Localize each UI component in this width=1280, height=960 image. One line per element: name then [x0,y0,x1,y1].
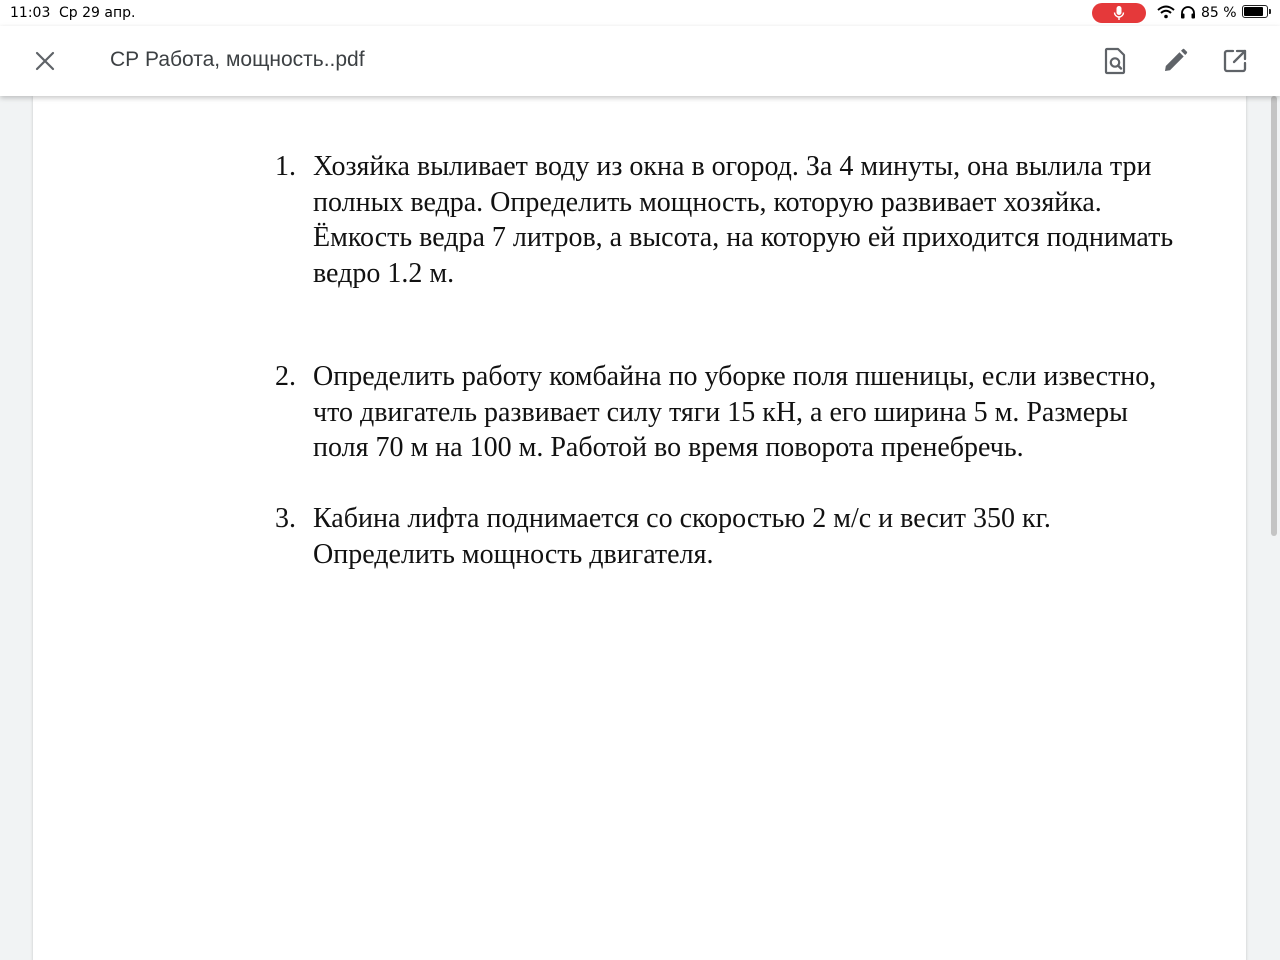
status-bar [0,0,1280,26]
problem-item [275,149,1185,291]
search-document-icon [1103,47,1127,75]
status-date: Ср 29 апр. [59,5,136,21]
scrollbar[interactable] [1271,96,1277,536]
open-external-button[interactable] [1216,42,1254,80]
microphone-indicator-icon [1092,3,1146,23]
wifi-icon [1157,5,1175,23]
document-title: СР Работа, мощность..pdf [110,48,365,71]
problem-number: 1. [275,151,296,182]
status-time: 11:03 [10,5,51,21]
search-document-button[interactable] [1096,42,1134,80]
close-icon [35,51,55,71]
close-button[interactable] [26,42,64,80]
problem-number: 3. [275,503,296,534]
open-external-icon [1222,48,1248,74]
headphones-icon [1180,5,1196,23]
problem-text: Хозяйка выливает воду из окна в огород. За 4 минуты, она вылила три полных ведра. Определить мощность, которую развивает хозяйка. Ёмкость ведра 7 литров, а высота, на которую ей приходится поднимать ведро 1.2 м. [313,151,1174,289]
problem-text: Определить работу комбайна по уборке поля пшеницы, если известно, что двигатель развивает силу тяги 15 кН, а его ширина 5 м. Размеры поля 70 м на 100 м. Работой во время поворота пренебречь. [313,361,1157,463]
problem-item [275,501,1185,572]
problem-text: Кабина лифта поднимается со скоростью 2 м/с и весит 350 кг. Определить мощность двигателя. [313,503,1051,570]
edit-button[interactable] [1156,42,1194,80]
battery-level [1244,7,1263,16]
problem-number: 2. [275,361,296,392]
pdf-page [33,96,1246,960]
app-toolbar [0,26,1280,96]
edit-pencil-icon [1162,48,1188,74]
battery-percent: 85 % [1201,5,1237,21]
problem-item [275,359,1185,466]
battery-icon [1242,5,1268,18]
pdf-viewer[interactable] [0,96,1280,960]
